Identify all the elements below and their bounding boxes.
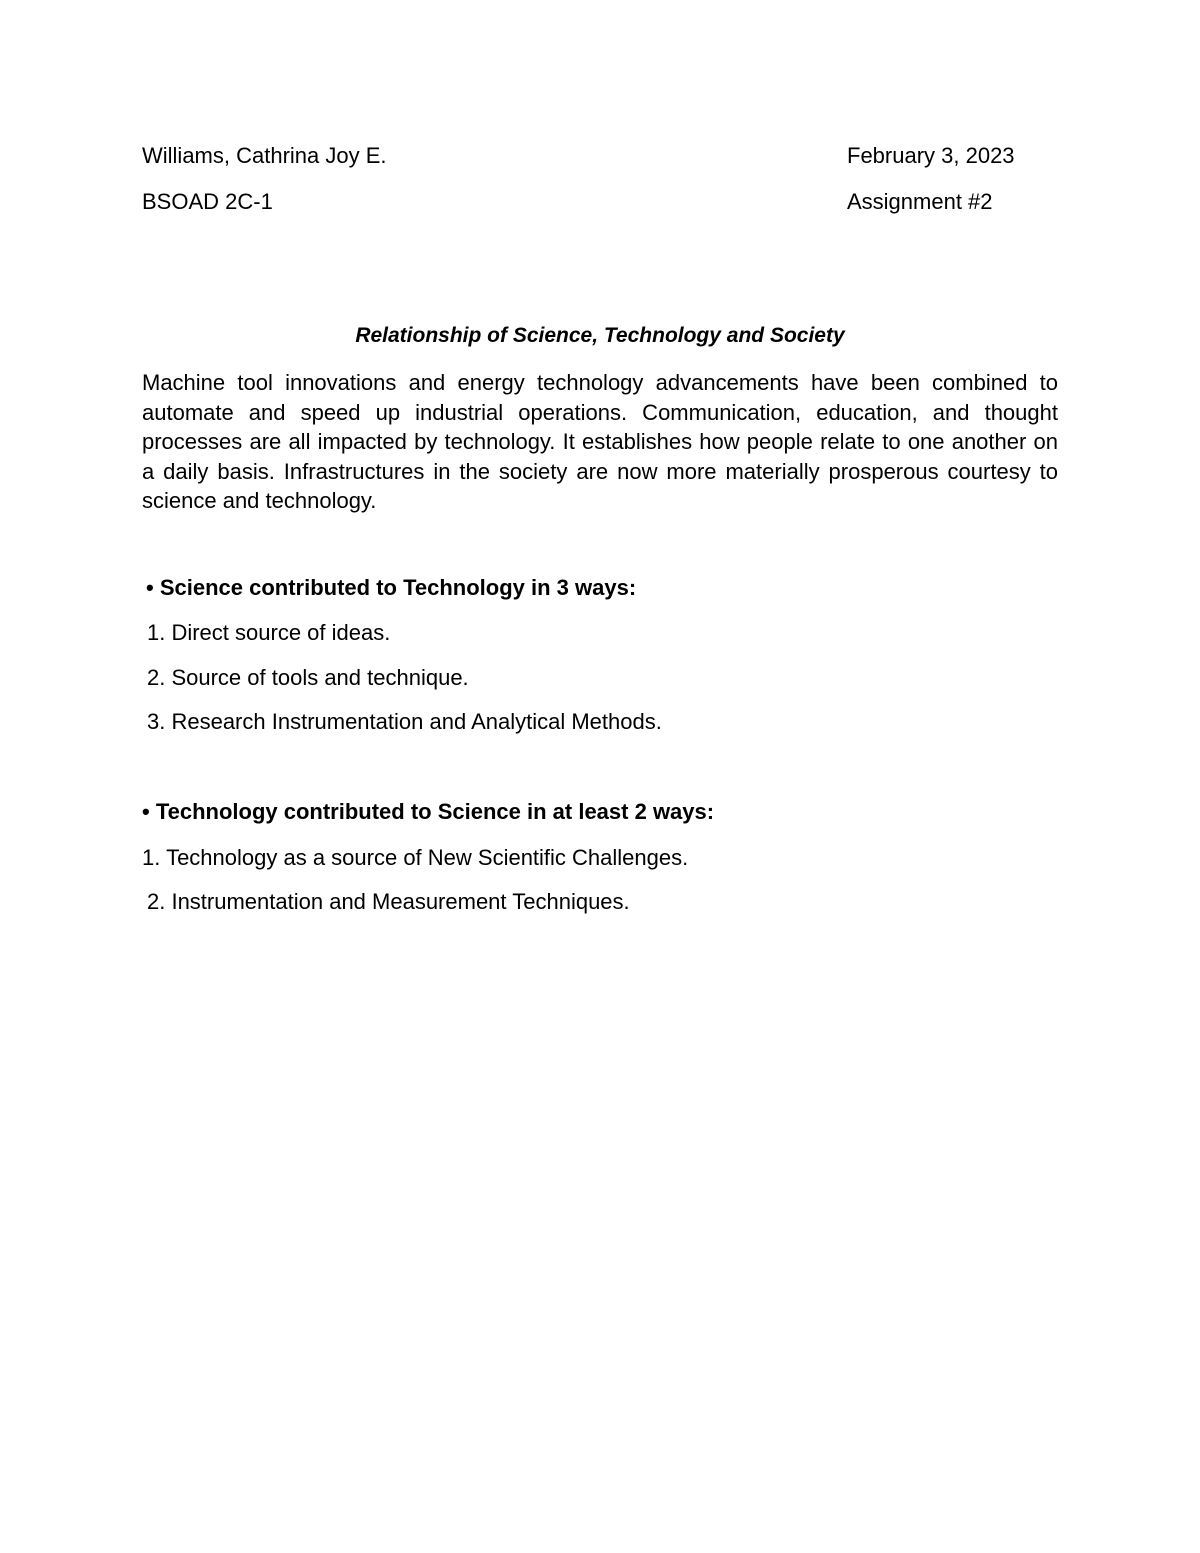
section1-item: 1. Direct source of ideas.	[147, 620, 391, 645]
student-name: Williams, Cathrina Joy E.	[142, 143, 387, 168]
section2-item: 1. Technology as a source of New Scientific Challenges.	[142, 845, 689, 870]
document-title: Relationship of Science, Technology and Society	[355, 324, 845, 347]
assignment-date: February 3, 2023	[847, 143, 1015, 168]
section1-heading: • Science contributed to Technology in 3 ways:	[146, 575, 637, 600]
intro-paragraph: Machine tool innovations and energy technology advancements have been combined to automate and speed up industrial operations. Communication, education, and thought processes are all impacted by technology. It establishes how people relate to one another on a daily basis. Infrastructures in the society are now more materially prosperous courtesy to science and technology.	[142, 370, 1058, 513]
section2-item: 2. Instrumentation and Measurement Techniques.	[147, 889, 630, 914]
section1-item: 2. Source of tools and technique.	[147, 665, 469, 690]
section1-item: 3. Research Instrumentation and Analytical Methods.	[147, 709, 662, 734]
student-section: BSOAD 2C-1	[142, 189, 273, 214]
assignment-number: Assignment #2	[847, 189, 993, 214]
section2-heading: • Technology contributed to Science in at least 2 ways:	[142, 799, 715, 824]
